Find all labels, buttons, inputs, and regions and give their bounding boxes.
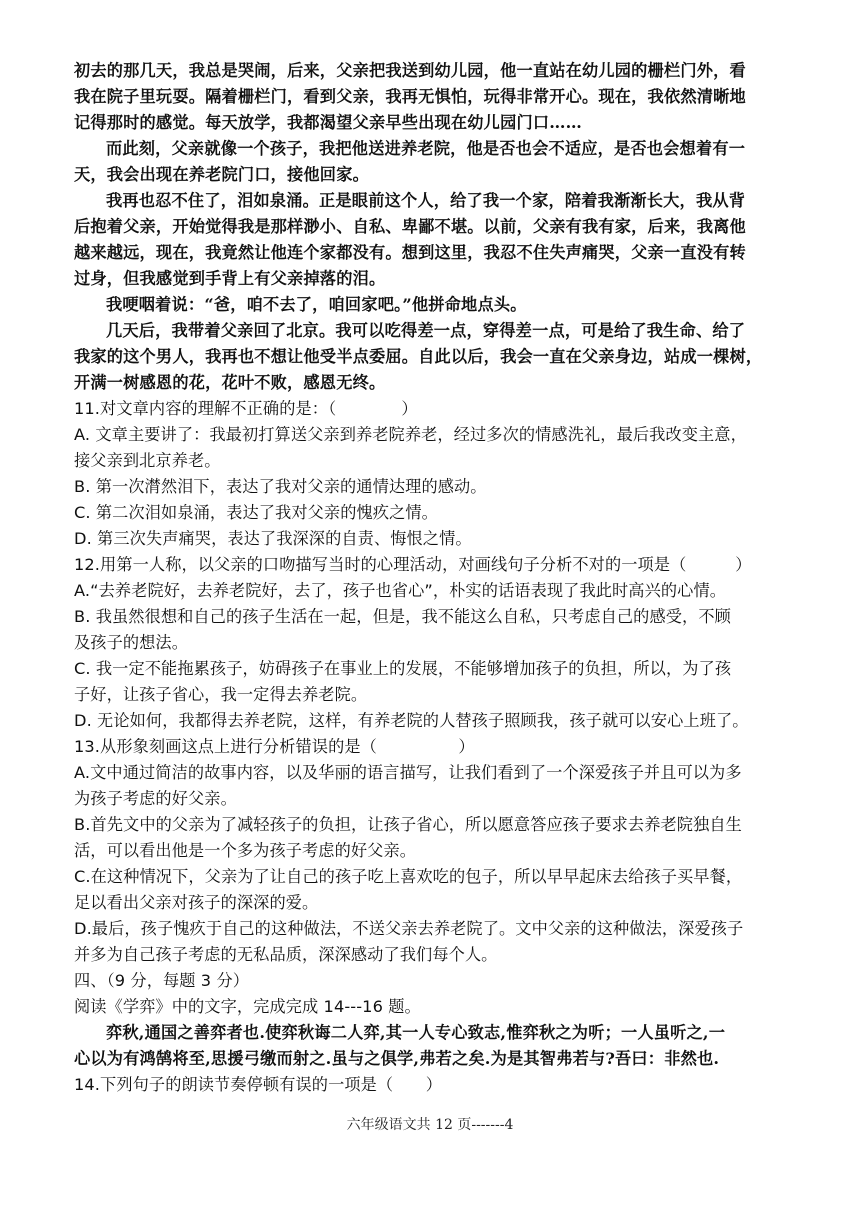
- passage-line: 天，我会出现在养老院门口，接他回家。: [74, 165, 369, 184]
- question-12-stem: 12.用第一人称，以父亲的口吻描写当时的心理活动，对画线句子分析不对的一项是（ ）: [74, 555, 752, 574]
- classical-text-line: 弈秋,通国之善弈者也.使弈秋诲二人弈,其一人专心致志,惟弈秋之为听；一人虽听之,一: [106, 1023, 726, 1042]
- question-12-option-b: B. 我虽然很想和自己的孩子生活在一起，但是，我不能这么自私，只考虑自己的感受，不顾: [74, 607, 731, 626]
- question-11-option-a-cont: 接父亲到北京养老。: [74, 451, 221, 470]
- question-11-option-c: C. 第二次泪如泉涌，表达了我对父亲的愧疚之情。: [74, 503, 438, 522]
- passage-line: 我在院子里玩耍。隔着栅栏门，看到父亲，我再无惧怕，玩得非常开心。现在，我依然清晰地: [74, 87, 746, 106]
- passage-line: 越来越远，现在，我竟然让他连个家都没有。想到这里，我忍不住失声痛哭，父亲一直没有转: [74, 243, 746, 262]
- page-text: [74, 58, 794, 1098]
- classical-text-line: 心以为有鸿鹄将至,思援弓缴而射之.虽与之俱学,弗若之矣.为是其智弗若与?吾曰：非然也.: [74, 1049, 720, 1068]
- question-13-option-d-cont: 并多为自己孩子考虑的无私品质，深深感动了我们每个人。: [74, 945, 498, 964]
- passage-line: 几天后，我带着父亲回了北京。我可以吃得差一点，穿得差一点，可是给了我生命、给了: [106, 321, 746, 340]
- passage-line: 我家的这个男人，我再也不想让他受半点委屈。自此以后，我会一直在父亲身边，站成一棵树，: [74, 347, 763, 366]
- question-12-option-b-cont: 及孩子的想法。: [74, 633, 189, 652]
- question-13-option-a: A.文中通过简洁的故事内容，以及华丽的语言描写，让我们看到了一个深爱孩子并且可以为多: [74, 763, 742, 782]
- passage-line: 开满一树感恩的花，花叶不败，感恩无终。: [74, 373, 386, 392]
- page-footer: 六年级语文共 12 页-------4: [346, 1117, 514, 1133]
- question-13-option-b-cont: 活，可以看出他是一个多为孩子考虑的好父亲。: [74, 841, 417, 860]
- question-13-option-c: C.在这种情况下，父亲为了让自己的孩子吃上喜欢吃的包子，所以早早起床去给孩子买早餐，: [74, 867, 743, 886]
- section-4-header: 四、（9 分，每题 3 分）: [74, 971, 250, 990]
- question-11-option-d: D. 第三次失声痛哭，表达了我深深的自责、悔恨之情。: [74, 529, 472, 548]
- section-4-instruction: 阅读《学弈》中的文字，完成完成 14---16 题。: [74, 997, 421, 1016]
- question-12-option-c-cont: 子好，让孩子省心，我一定得去养老院。: [74, 685, 368, 704]
- question-12-option-a: A.“去养老院好，去养老院好，去了，孩子也省心”，朴实的话语表现了我此时高兴的心情。: [74, 581, 727, 600]
- passage-line: 我哽咽着说：“爸，咱不去了，咱回家吧。”他拼命地点头。: [106, 295, 527, 314]
- passage-line: 记得那时的感觉。每天放学，我都渴望父亲早些出现在幼儿园门口……: [74, 113, 583, 132]
- question-11-option-a: A. 文章主要讲了：我最初打算送父亲到养老院养老，经过多次的情感洗礼，最后我改变主意，: [74, 425, 747, 444]
- passage-line: 后抱着父亲，开始觉得我是那样渺小、自私、卑鄙不堪。以前，父亲有我有家，后来，我离他: [74, 217, 746, 236]
- question-13-option-d: D.最后，孩子愧疚于自己的这种做法，不送父亲去养老院了。文中父亲的这种做法，深爱孩子: [74, 919, 744, 938]
- passage-line: 我再也忍不住了，泪如泉涌。正是眼前这个人，给了我一个家，陪着我渐渐长大，我从背: [106, 191, 746, 210]
- question-12-option-c: C. 我一定不能拖累孩子，妨碍孩子在事业上的发展，不能够增加孩子的负担，所以，为了孩: [74, 659, 732, 678]
- question-12-option-d: D. 无论如何，我都得去养老院，这样，有养老院的人替孩子照顾我，孩子就可以安心上班了。: [74, 711, 749, 730]
- question-13-option-b: B.首先文中的父亲为了减轻孩子的负担，让孩子省心，所以愿意答应孩子要求去养老院独自生: [74, 815, 742, 834]
- passage-line: 初去的那几天，我总是哭闹，后来，父亲把我送到幼儿园，他一直站在幼儿园的栅栏门外，看: [74, 61, 746, 80]
- question-14-stem: 14.下列句子的朗读节奏停顿有误的一项是（ ）: [74, 1075, 443, 1094]
- passage-line: 过身，但我感觉到手背上有父亲掉落的泪。: [74, 269, 386, 288]
- question-13-option-a-cont: 为孩子考虑的好父亲。: [74, 789, 237, 808]
- question-13-option-c-cont: 足以看出父亲对孩子的深深的爱。: [74, 893, 319, 912]
- question-11-stem: 11.对文章内容的理解不正确的是：（ ）: [74, 399, 418, 418]
- question-11-option-b: B. 第一次潸然泪下，表达了我对父亲的通情达理的感动。: [74, 477, 487, 496]
- question-13-stem: 13.从形象刻画这点上进行分析错误的是（ ）: [74, 737, 475, 756]
- passage-line: 而此刻，父亲就像一个孩子，我把他送进养老院，他是否也会不适应，是否也会想着有一: [106, 139, 746, 158]
